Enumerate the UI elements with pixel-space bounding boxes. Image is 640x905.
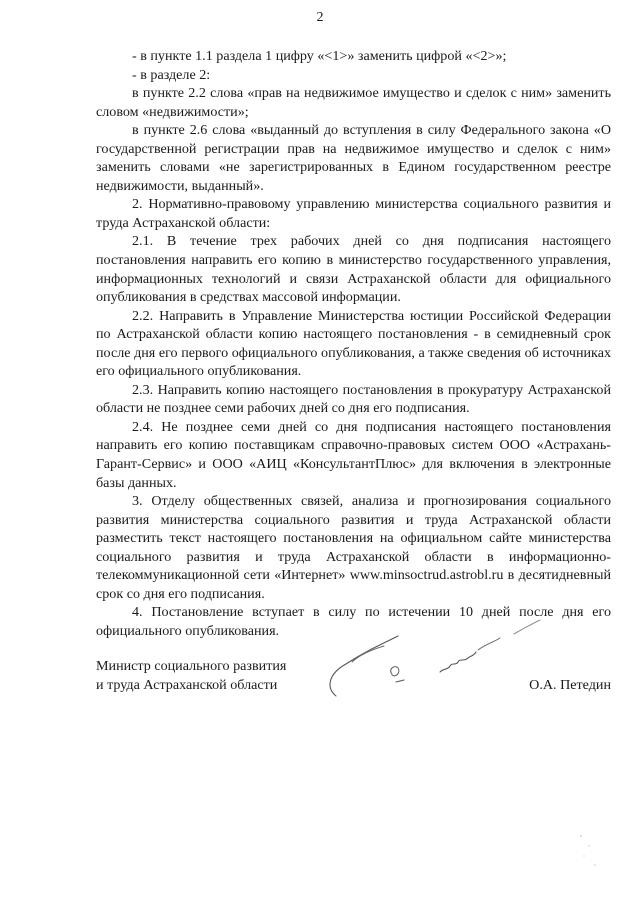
paragraph-4: в пункте 2.6 слова «выданный до вступления в силу Федерального закона «О государственной регистрации прав на недвижимое имущество и сделок с ним» заменить словами «не зарегистрированных в Едином государственном реестре недвижимости, выданный». <box>96 122 611 194</box>
document-body <box>96 47 611 641</box>
paragraph-7: 2.2. Направить в Управление Министерства юстиции Российской Федерации по Астраханской области копию настоящего постановления - в семидневный срок после дня его первого официального опубликования, а также сведения об источниках его официального опубликования. <box>96 307 611 380</box>
page-number: 2 <box>316 10 324 25</box>
signatory-title-line-1: Министр социального развития <box>96 658 287 674</box>
paragraph-2: - в разделе 2: <box>132 66 211 83</box>
signatory-name: О.А. Петедин <box>529 676 611 693</box>
paragraph-9: 2.4. Не позднее семи дней со дня подписания настоящего постановления направить его копию поставщикам справочно-правовых систем ООО «Астрахань-Гарант-Сервис» и ООО «АИЦ «КонсультантПлюс» для включения в электронные базы данных. <box>96 418 611 491</box>
paragraph-3: в пункте 2.2 слова «прав на недвижимое имущество и сделок с ним» заменить словом «недвижимости»; <box>96 85 611 120</box>
signatory-title-line-2: и труда Астраханской области <box>96 676 278 693</box>
paragraph-10: 3. Отделу общественных связей, анализа и прогнозирования социального развития министерства социального развития и труда Астраханской области разместить текст настоящего постановления на официальном сайте министерства социального развития и труда Астраханской области в информационно-телекоммуникационной сети «Интернет» www.minsoctrud.astrobl.ru в десятидневный срок со дня его подписания. <box>96 493 611 602</box>
scan-specks <box>575 832 605 872</box>
paragraph-8: 2.3. Направить копию настоящего постановления в прокуратуру Астраханской области не позднее семи рабочих дней со дня его подписания. <box>96 381 611 417</box>
signatory-title <box>96 657 286 694</box>
paragraph-1: - в пункте 1.1 раздела 1 цифру «<1>» заменить цифрой «<2>»; <box>132 48 507 64</box>
paragraph-6: 2.1. В течение трех рабочих дней со дня подписания настоящего постановления направить его копию в министерство государственного управления, информационных технологий и связи Астраханской области для официального опубликования в средствах массовой информации. <box>96 233 611 306</box>
signature-block <box>96 657 611 707</box>
paragraph-11: 4. Постановление вступает в силу по истечении 10 дней после дня его официального опубликования. <box>96 604 611 639</box>
paragraph-5: 2. Нормативно-правовому управлению министерства социального развития и труда Астраханской области: <box>96 196 611 231</box>
